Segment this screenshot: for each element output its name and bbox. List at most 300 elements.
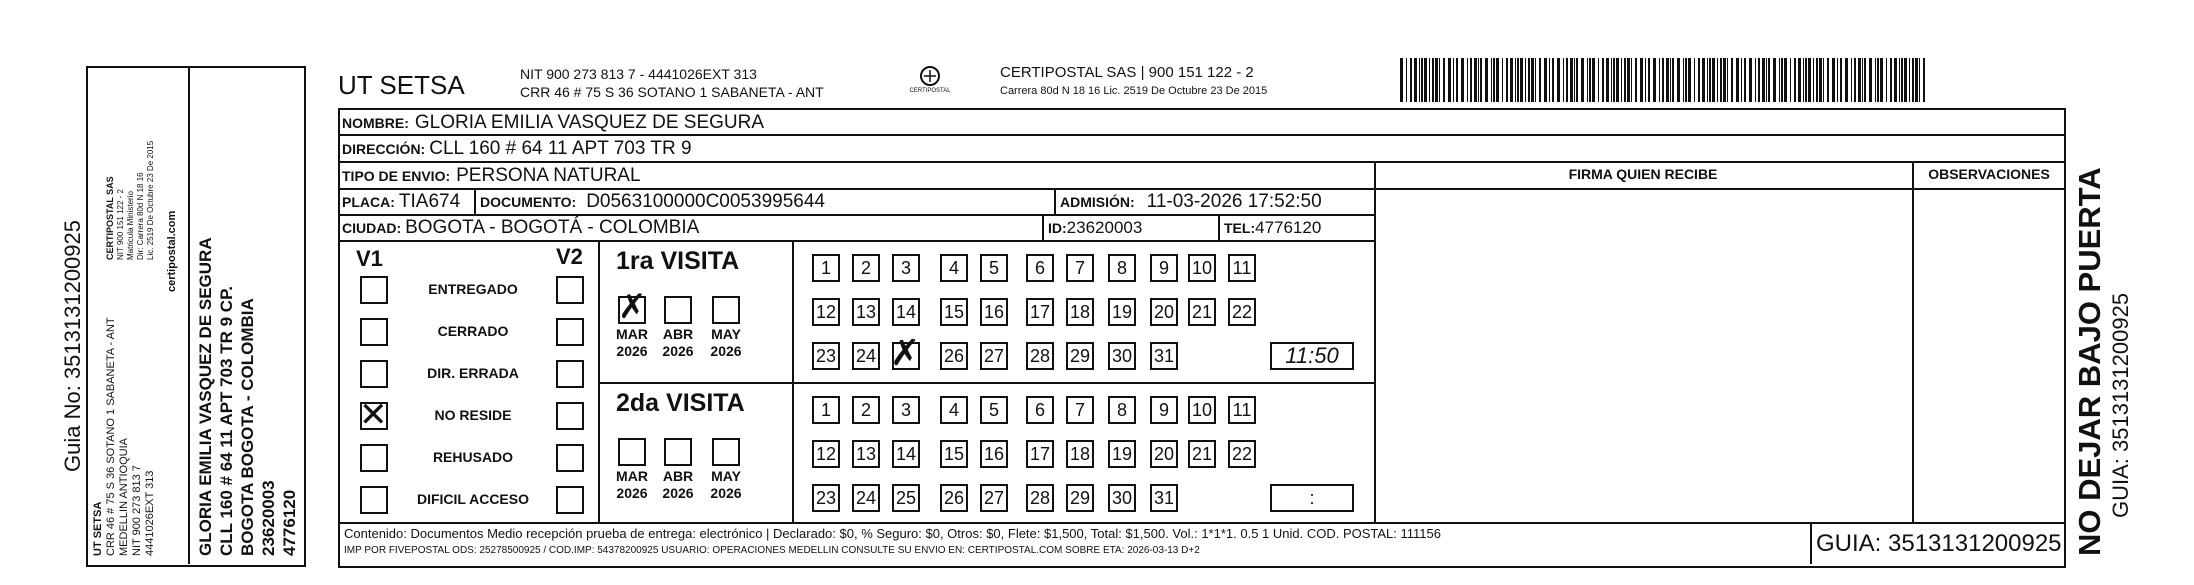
month-name: MAY: [711, 468, 741, 484]
v2-checkbox[interactable]: [556, 402, 584, 430]
month-year: 2026: [662, 343, 694, 359]
barcode-bar: [1837, 58, 1838, 102]
first-visit-month-label: [655, 326, 701, 360]
first-visit-month-checkbox[interactable]: [664, 296, 692, 324]
barcode-bar: [1439, 58, 1440, 102]
v2-checkbox[interactable]: [556, 276, 584, 304]
barcode-bar: [1474, 58, 1477, 102]
sender-phone-vertical: 4441026EXT 313: [144, 470, 156, 556]
first-visit-day-box[interactable]: 15: [940, 298, 968, 326]
courier-line2-vertical: Dir: Carrera 80d N 18 16: [136, 172, 145, 260]
first-visit-day-box[interactable]: 9: [1150, 254, 1178, 282]
barcode-bar: [1890, 58, 1892, 102]
barcode-bar: [1557, 58, 1560, 102]
courier-line3-vertical: Lic. 2519 De Octubre 23 De 2015: [146, 140, 155, 260]
placa-label: PLACA:: [342, 193, 395, 210]
barcode-bar: [1429, 58, 1430, 102]
tipo-envio-value: PERSONA NATURAL: [456, 164, 641, 186]
barcode-bar: [1894, 58, 1897, 102]
barcode-bar: [1877, 58, 1879, 102]
month-year: 2026: [662, 485, 694, 501]
second-visit-day-box[interactable]: 22: [1228, 440, 1256, 468]
barcode-bar: [1406, 58, 1407, 102]
barcode-bar: [1645, 58, 1646, 102]
documento-cell: [480, 189, 825, 214]
v1-checkbox[interactable]: [360, 486, 388, 514]
tipo-envio-row: [342, 163, 641, 188]
second-visit-day-box[interactable]: 19: [1108, 440, 1136, 468]
first-visit-day-box[interactable]: 1: [812, 254, 840, 282]
barcode-bar: [1670, 58, 1671, 102]
first-visit-day-box[interactable]: 23: [812, 342, 840, 370]
barcode-bar: [1517, 58, 1519, 102]
second-visit-month-checkbox[interactable]: [664, 438, 692, 466]
barcode-bar: [1880, 58, 1883, 102]
barcode-bar: [1862, 58, 1863, 102]
second-visit-day-box[interactable]: 10: [1188, 396, 1216, 424]
second-visit-day-box[interactable]: 24: [852, 484, 880, 512]
logo-caption: CERTIPOSTAL: [909, 88, 951, 94]
barcode-bar: [1496, 58, 1499, 102]
barcode-bar: [1755, 58, 1756, 102]
barcode-bar: [1798, 58, 1801, 102]
documento-value: D0563100000C0053995644: [586, 190, 825, 212]
first-visit-time-box[interactable]: 11:50: [1270, 342, 1354, 370]
first-visit-day-box[interactable]: 30: [1108, 342, 1136, 370]
recipient-city-vertical: BOGOTA BOGOTA - COLOMBIA: [238, 298, 257, 556]
first-visit-day-box[interactable]: 17: [1026, 298, 1054, 326]
barcode-bar: [1901, 58, 1903, 102]
barcode-bar: [1574, 58, 1575, 102]
barcode-bar: [1685, 58, 1687, 102]
first-visit-day-box[interactable]: 21: [1188, 298, 1216, 326]
sender-city-vertical: MEDELLIN ANTIOQUIA: [118, 438, 130, 556]
barcode-bar: [1858, 58, 1861, 102]
barcode: [1398, 58, 1928, 102]
barcode-bar: [1709, 58, 1711, 102]
barcode-bar: [1904, 58, 1907, 102]
second-visit-time-box[interactable]: :: [1270, 484, 1354, 512]
admision-cell: [1060, 189, 1322, 214]
barcode-bar: [1736, 58, 1739, 102]
visit-option-label: NO RESIDE: [434, 407, 512, 423]
month-year: 2026: [616, 485, 648, 501]
id-label: ID:: [1048, 219, 1067, 236]
right-guia-vertical: GUIA: 3513131200925: [2108, 292, 2133, 518]
barcode-bar: [1525, 58, 1526, 102]
barcode-bar: [1875, 58, 1876, 102]
second-visit-day-box[interactable]: 13: [852, 440, 880, 468]
barcode-bar: [1539, 58, 1541, 102]
barcode-bar: [1576, 58, 1578, 102]
barcode-bar: [1784, 58, 1787, 102]
barcode-bar: [1762, 58, 1765, 102]
contenido-text: Contenido: Documentos Medio recepción prueba de entrega: electrónico | Declarado: $0, % Seguro: $0, Otros: $0, Flete: $1,500, Total: $1,500. Vol.: 1*1*1. 0.5 1 Unid. COD. POSTAL: 111156: [344, 526, 1441, 541]
barcode-bar: [1400, 58, 1403, 102]
courier-web-vertical: certipostal.com: [166, 210, 178, 292]
visit-option-label: REHUSADO: [432, 449, 514, 465]
barcode-bar: [1707, 58, 1708, 102]
recipient-phone-vertical: 4776120: [280, 489, 299, 556]
barcode-bar: [1424, 58, 1427, 102]
barcode-bar: [1443, 58, 1445, 102]
barcode-bar: [1470, 58, 1472, 102]
second-visit-day-box[interactable]: 2: [852, 396, 880, 424]
barcode-bar: [1621, 58, 1622, 102]
barcode-bar: [1731, 58, 1733, 102]
month-name: MAR: [616, 326, 648, 342]
barcode-bar: [1832, 58, 1835, 102]
second-visit-day-box[interactable]: 7: [1066, 396, 1094, 424]
ciudad-cell: [342, 215, 699, 240]
placa-cell: [342, 189, 460, 214]
barcode-bar: [1803, 58, 1804, 102]
placa-value: TIA674: [398, 190, 461, 212]
second-visit-day-box[interactable]: 31: [1150, 484, 1178, 512]
barcode-bar: [1544, 58, 1547, 102]
barcode-bar: [1827, 58, 1829, 102]
visit-option-label: DIR. ERRADA: [427, 365, 519, 381]
second-visit-day-box[interactable]: 1: [812, 396, 840, 424]
second-visit-day-box[interactable]: 6: [1026, 396, 1054, 424]
barcode-bar: [1666, 58, 1669, 102]
barcode-bar: [1598, 58, 1599, 102]
courier-info-line2: Carrera 80d N 18 16 Lic. 2519 De Octubre 23 De 2015: [1000, 85, 1268, 97]
v2-checkbox[interactable]: [556, 318, 584, 346]
tel-cell: [1224, 215, 1321, 240]
barcode-bar: [1912, 58, 1914, 102]
barcode-bar: [1723, 58, 1726, 102]
barcode-bar: [1480, 58, 1482, 102]
second-visit-day-box[interactable]: 23: [812, 484, 840, 512]
barcode-bar: [1813, 58, 1814, 102]
barcode-bar: [1790, 58, 1791, 102]
barcode-bar: [1794, 58, 1796, 102]
first-visit-day-box[interactable]: 26: [940, 342, 968, 370]
guia-number-vertical: Guia No: 3513131200925: [60, 220, 85, 472]
first-visit-day-box[interactable]: 20: [1150, 298, 1178, 326]
barcode-bar: [1616, 58, 1619, 102]
barcode-bar: [1805, 58, 1807, 102]
barcode-bar: [1915, 58, 1918, 102]
month-name: ABR: [662, 468, 694, 484]
barcode-bar: [1659, 58, 1660, 102]
direccion-label: DIRECCIÓN:: [342, 140, 426, 157]
barcode-bar: [1766, 58, 1767, 102]
barcode-bar: [1773, 58, 1776, 102]
barcode-bar: [1683, 58, 1684, 102]
barcode-bar: [1869, 58, 1872, 102]
second-visit-day-box[interactable]: 27: [980, 484, 1008, 512]
barcode-bar: [1520, 58, 1523, 102]
barcode-bar: [1662, 58, 1664, 102]
barcode-bar: [1606, 58, 1609, 102]
barcode-bar: [1566, 58, 1568, 102]
barcode-bar: [1727, 58, 1728, 102]
direccion-row: [342, 136, 692, 161]
barcode-bar: [1717, 58, 1718, 102]
barcode-bar: [1909, 58, 1910, 102]
tel-value: 4776120: [1255, 217, 1322, 237]
barcode-bar: [1768, 58, 1770, 102]
second-visit-day-box[interactable]: 25: [892, 484, 920, 512]
first-visit-day-box[interactable]: 7: [1066, 254, 1094, 282]
barcode-bar: [1570, 58, 1573, 102]
id-value: 23620003: [1066, 217, 1143, 237]
v1-checkbox[interactable]: [360, 318, 388, 346]
barcode-bar: [1854, 58, 1856, 102]
barcode-bar: [1478, 58, 1479, 102]
barcode-bar: [1491, 58, 1492, 102]
second-visit-day-box[interactable]: 30: [1108, 484, 1136, 512]
barcode-bar: [1589, 58, 1591, 102]
first-visit-day-box[interactable]: 2: [852, 254, 880, 282]
certipostal-logo-icon: [908, 64, 952, 100]
no-dejar-bajo-puerta: NO DEJAR BAJO PUERTA: [2072, 167, 2107, 556]
barcode-bar: [1485, 58, 1488, 102]
courier-name-vertical: CERTIPOSTAL SAS: [105, 176, 115, 260]
courier-nit-vertical: NIT 900 151 122 - 2: [116, 188, 125, 260]
first-visit-month-label: [703, 326, 749, 360]
barcode-bar: [1744, 58, 1746, 102]
first-visit-day-box[interactable]: 13: [852, 298, 880, 326]
barcode-bar: [1635, 58, 1637, 102]
barcode-bar: [1448, 58, 1451, 102]
second-visit-day-box[interactable]: 21: [1188, 440, 1216, 468]
footer-guia: GUIA: 3513131200925: [1816, 530, 2062, 557]
barcode-bar: [1741, 58, 1742, 102]
second-visit-day-box[interactable]: 15: [940, 440, 968, 468]
barcode-bar: [1845, 58, 1848, 102]
day-strike-mark: ✗: [890, 333, 921, 374]
barcode-bar: [1712, 58, 1715, 102]
first-visit-day-box[interactable]: 18: [1066, 298, 1094, 326]
barcode-bar: [1919, 58, 1920, 102]
barcode-bar: [1435, 58, 1438, 102]
second-visit-month-checkbox[interactable]: [712, 438, 740, 466]
first-visit-month-checkbox[interactable]: [712, 296, 740, 324]
nombre-row: [342, 110, 764, 135]
month-name: MAR: [616, 468, 648, 484]
barcode-bar: [1502, 58, 1503, 102]
barcode-bar: [1851, 58, 1852, 102]
barcode-bar: [1720, 58, 1722, 102]
imp-text: IMP POR FIVEPOSTAL ODS: 25278500925 / COD.IMP: 54378200925 USUARIO: OPERACIONES MEDELLIN CONSULTE SU ENVIO EN: CERTIPOSTAL.COM SOBRE ETA: 2026-03-13 D+2: [344, 545, 1200, 556]
barcode-bar: [1886, 58, 1887, 102]
barcode-bar: [1510, 58, 1513, 102]
visit-option-label: ENTREGADO: [428, 281, 518, 297]
second-visit-title: 2da VISITA: [616, 389, 745, 417]
barcode-bar: [1698, 58, 1700, 102]
barcode-bar: [1816, 58, 1818, 102]
barcode-bar: [1613, 58, 1615, 102]
sender-name-vertical: UT SETSA: [92, 501, 104, 556]
barcode-bar: [1923, 58, 1925, 102]
first-visit-day-box[interactable]: 29: [1066, 342, 1094, 370]
first-visit-day-box[interactable]: 10: [1188, 254, 1216, 282]
second-visit-day-box[interactable]: 20: [1150, 440, 1178, 468]
sender-address-vertical: CRR 46 # 75 S 36 SOTANO 1 SABANETA - ANT: [105, 317, 117, 556]
barcode-bar: [1456, 58, 1458, 102]
first-visit-day-box[interactable]: [890, 333, 921, 374]
barcode-bar: [1419, 58, 1420, 102]
tel-label: TEL:: [1224, 219, 1256, 236]
barcode-bar: [1640, 58, 1643, 102]
barcode-bar: [1531, 58, 1534, 102]
x-mark: ✗: [618, 287, 647, 327]
barcode-bar: [1549, 58, 1550, 102]
visit-option-label: DIFICIL ACCESO: [416, 491, 529, 507]
second-visit-day-box[interactable]: 29: [1066, 484, 1094, 512]
barcode-bar: [1823, 58, 1824, 102]
admision-label: ADMISIÓN:: [1060, 193, 1135, 210]
second-visit-day-box[interactable]: 4: [940, 396, 968, 424]
barcode-bar: [1819, 58, 1822, 102]
second-visit-day-box[interactable]: 16: [980, 440, 1008, 468]
month-name: MAY: [711, 326, 741, 342]
month-year: 2026: [710, 485, 742, 501]
first-visit-title: 1ra VISITA: [616, 247, 740, 275]
barcode-bar: [1677, 58, 1680, 102]
second-visit-month-checkbox[interactable]: [618, 438, 646, 466]
nombre-label: NOMBRE:: [342, 114, 409, 131]
first-visit-day-box[interactable]: 8: [1108, 254, 1136, 282]
id-cell: [1048, 215, 1142, 240]
v1-checkbox[interactable]: [360, 444, 388, 472]
second-visit-day-box[interactable]: 28: [1026, 484, 1054, 512]
barcode-bar: [1602, 58, 1604, 102]
second-visit-day-box[interactable]: 17: [1026, 440, 1054, 468]
first-visit-day-box[interactable]: 4: [940, 254, 968, 282]
v1-checkbox[interactable]: [359, 395, 388, 435]
month-year: 2026: [616, 343, 648, 359]
first-visit-day-box[interactable]: 6: [1026, 254, 1054, 282]
courier-line1-vertical: Matricula Ministerio: [126, 191, 135, 260]
recipient-address-vertical: CLL 160 # 64 11 APT 703 TR 9 CP.: [217, 286, 236, 556]
barcode-bar: [1611, 58, 1612, 102]
first-visit-day-box[interactable]: 24: [852, 342, 880, 370]
barcode-bar: [1461, 58, 1464, 102]
admision-value: 11-03-2026 17:52:50: [1146, 190, 1322, 212]
second-visit-day-box[interactable]: 8: [1108, 396, 1136, 424]
second-visit-month-label: [703, 468, 749, 502]
barcode-bar: [1781, 58, 1783, 102]
month-year: 2026: [710, 343, 742, 359]
recipient-name-vertical: GLORIA EMILIA VASQUEZ DE SEGURA: [196, 237, 215, 556]
second-visit-day-box[interactable]: 3: [892, 396, 920, 424]
barcode-bar: [1688, 58, 1691, 102]
barcode-bar: [1581, 58, 1584, 102]
first-visit-day-box[interactable]: 5: [980, 254, 1008, 282]
recipient-id-vertical: 23620003: [259, 480, 278, 556]
first-visit-day-box[interactable]: 19: [1108, 298, 1136, 326]
nombre-value: GLORIA EMILIA VASQUEZ DE SEGURA: [414, 111, 765, 133]
documento-label: DOCUMENTO:: [480, 193, 577, 210]
barcode-bar: [1702, 58, 1705, 102]
first-visit-day-box[interactable]: 14: [892, 298, 920, 326]
second-visit-day-box[interactable]: 26: [940, 484, 968, 512]
first-visit-day-box[interactable]: 27: [980, 342, 1008, 370]
first-visit-day-box[interactable]: 22: [1228, 298, 1256, 326]
tipo-envio-label: TIPO DE ENVIO:: [342, 167, 451, 184]
observaciones-label: OBSERVACIONES: [1928, 166, 2050, 182]
v2-checkbox[interactable]: [556, 486, 584, 514]
first-visit-day-box[interactable]: 28: [1026, 342, 1054, 370]
barcode-bar: [1653, 58, 1656, 102]
barcode-bar: [1453, 58, 1454, 102]
courier-info-line1: CERTIPOSTAL SAS | 900 151 122 - 2: [1000, 64, 1254, 81]
first-visit-month-checkbox[interactable]: [618, 287, 647, 327]
first-visit-day-box[interactable]: 16: [980, 298, 1008, 326]
ciudad-value: BOGOTA - BOGOTÁ - COLOMBIA: [405, 216, 700, 238]
sender-info-line1: NIT 900 273 813 7 - 4441026EXT 313: [520, 66, 757, 82]
v2-checkbox[interactable]: [556, 444, 584, 472]
first-visit-day-box[interactable]: 3: [892, 254, 920, 282]
sender-nit-vertical: NIT 900 273 813 7: [131, 465, 143, 556]
ciudad-label: CIUDAD:: [342, 219, 402, 236]
direccion-value: CLL 160 # 64 11 APT 703 TR 9: [429, 137, 692, 159]
first-visit-day-box[interactable]: 12: [812, 298, 840, 326]
barcode-bar: [1410, 58, 1412, 102]
barcode-bar: [1808, 58, 1811, 102]
v2-header: V2: [556, 244, 583, 269]
v1-checkbox[interactable]: [360, 276, 388, 304]
second-visit-month-label: [655, 468, 701, 502]
x-mark: ✕: [359, 395, 388, 435]
second-visit-day-box[interactable]: 11: [1228, 396, 1256, 424]
barcode-bar: [1535, 58, 1536, 102]
certipostal-logo: [908, 64, 952, 100]
barcode-bar: [1749, 58, 1752, 102]
second-visit-day-box[interactable]: 9: [1150, 396, 1178, 424]
barcode-bar: [1758, 58, 1760, 102]
barcode-bar: [1627, 58, 1630, 102]
barcode-bar: [1631, 58, 1632, 102]
barcode-bar: [1515, 58, 1516, 102]
sender-info-line2: CRR 46 # 75 S 36 SOTANO 1 SABANETA - ANT: [520, 84, 824, 100]
visit-option-label: CERRADO: [437, 323, 509, 339]
company-title: UT SETSA: [338, 70, 465, 100]
barcode-bar: [1506, 58, 1508, 102]
v2-checkbox[interactable]: [556, 360, 584, 388]
second-visit-day-box[interactable]: 18: [1066, 440, 1094, 468]
barcode-bar: [1840, 58, 1842, 102]
second-visit-day-box[interactable]: 5: [980, 396, 1008, 424]
barcode-bar: [1528, 58, 1530, 102]
barcode-bar: [1672, 58, 1674, 102]
barcode-bar: [1421, 58, 1423, 102]
barcode-bar: [1648, 58, 1650, 102]
barcode-bar: [1414, 58, 1417, 102]
barcode-bar: [1493, 58, 1495, 102]
firma-label: FIRMA QUIEN RECIBE: [1568, 166, 1718, 182]
barcode-bar: [1694, 58, 1695, 102]
barcode-bar: [1467, 58, 1468, 102]
v1-header: V1: [356, 246, 383, 271]
first-visit-month-label: [609, 326, 655, 360]
month-name: ABR: [662, 326, 694, 342]
barcode-bar: [1563, 58, 1564, 102]
barcode-bar: [1899, 58, 1900, 102]
barcode-bar: [1864, 58, 1866, 102]
second-visit-day-box[interactable]: 14: [892, 440, 920, 468]
second-visit-day-box[interactable]: 12: [812, 440, 840, 468]
barcode-bar: [1587, 58, 1588, 102]
first-visit-day-box[interactable]: 11: [1228, 254, 1256, 282]
v1-checkbox[interactable]: [360, 360, 388, 388]
barcode-bar: [1432, 58, 1434, 102]
first-visit-day-box[interactable]: 31: [1150, 342, 1178, 370]
